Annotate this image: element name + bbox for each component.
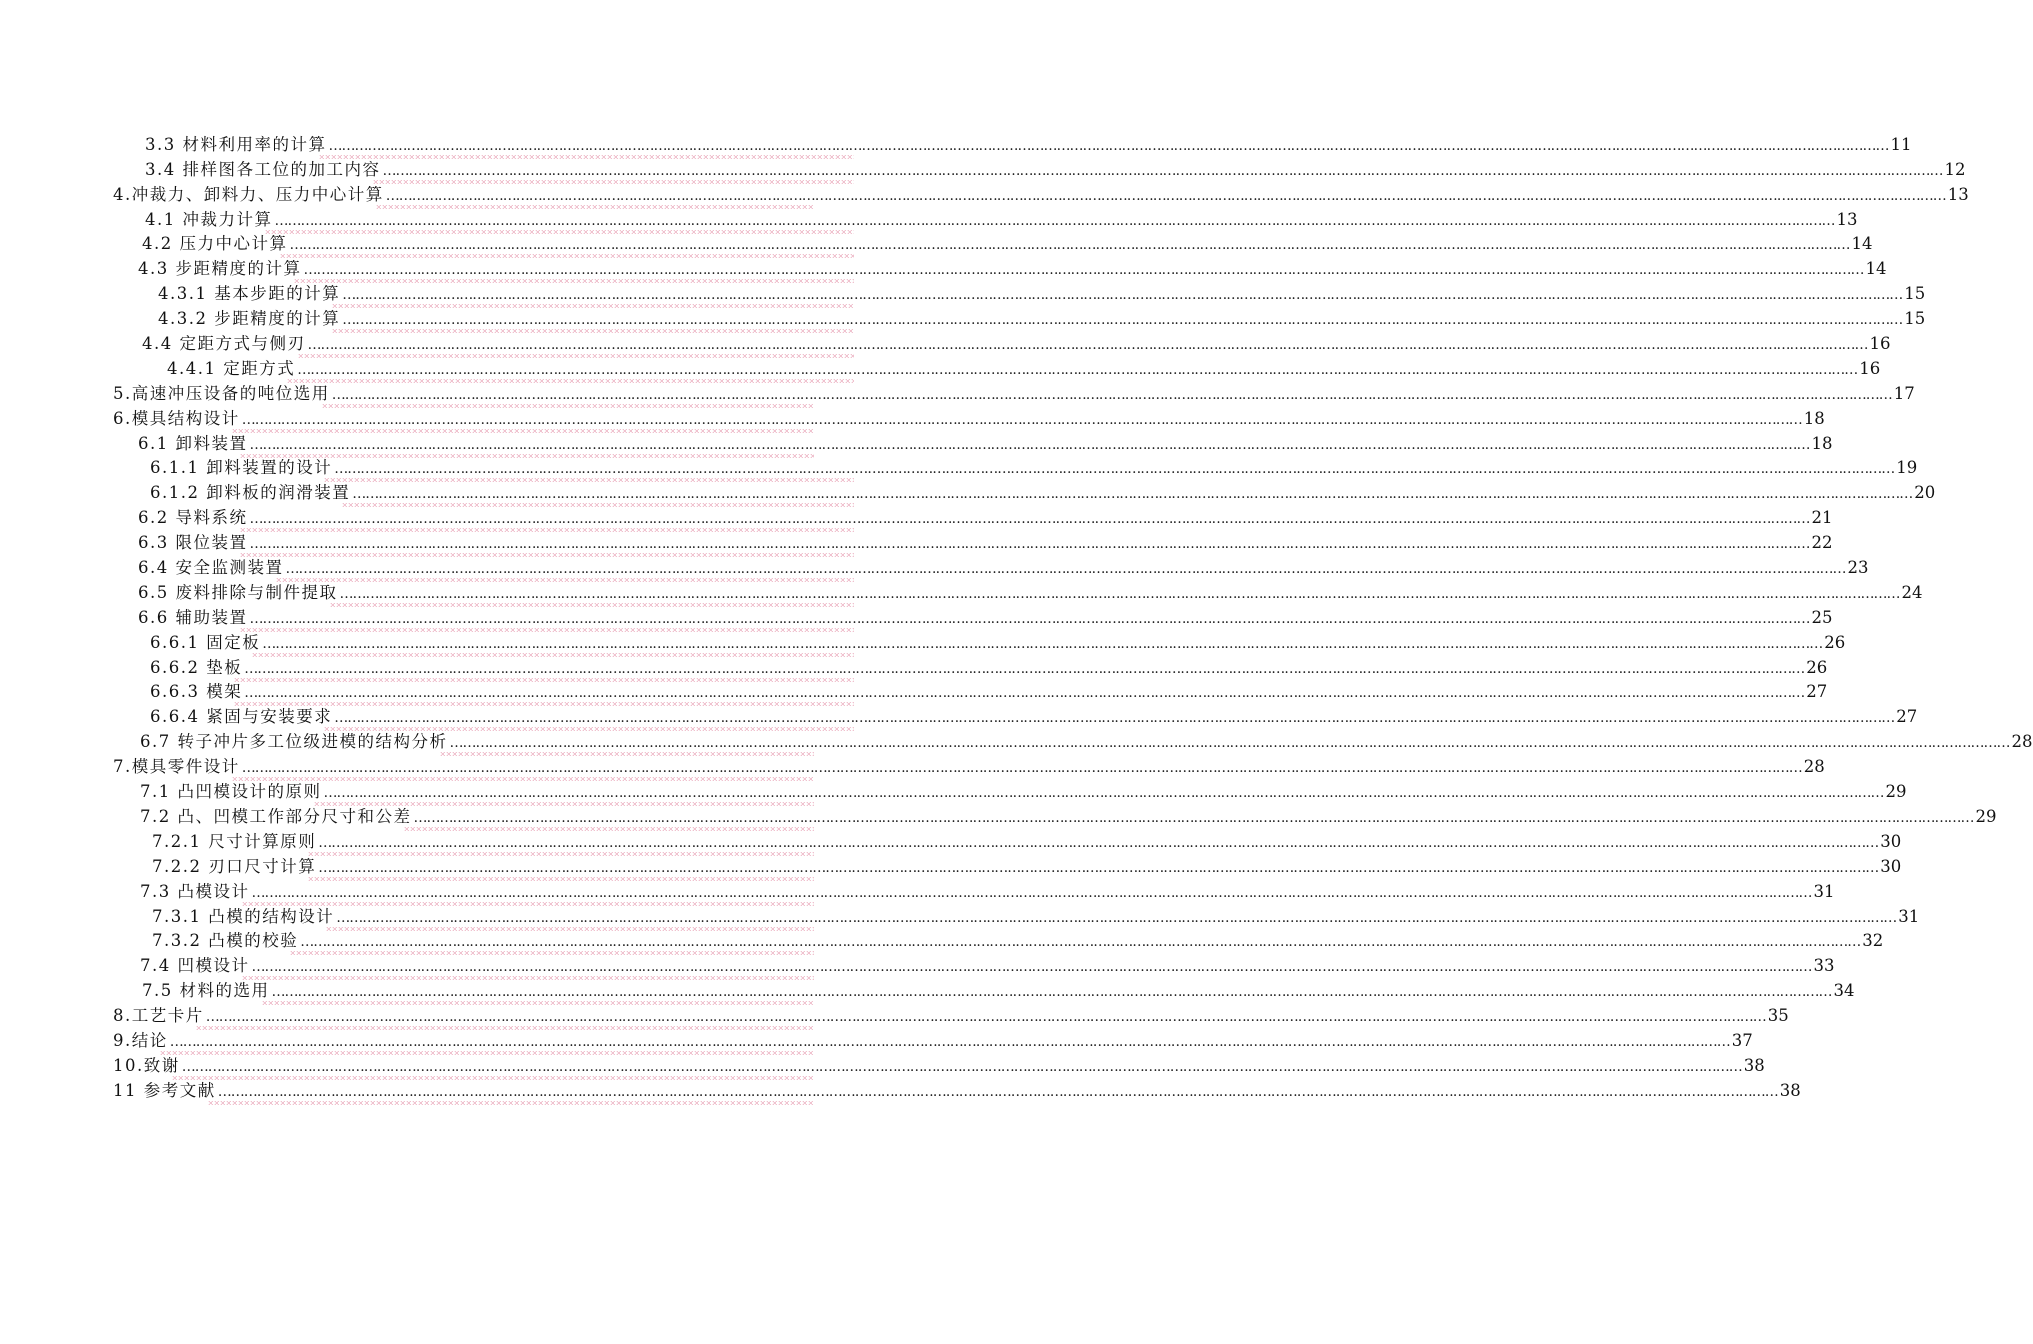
toc-entry-title: 6.4 安全监测装置 [138, 558, 284, 578]
toc-entry-title: 10.致谢 [113, 1055, 180, 1075]
toc-entry[interactable] [113, 379, 1915, 404]
toc-leader-dots: ……………………………………………………………………………………………………………………………………………………………………………………………………………………………………………………………………………………………………………………………… [271, 984, 1832, 1001]
toc-entry-page-number: 35 [1767, 1006, 1789, 1026]
toc-entry[interactable] [152, 827, 1902, 852]
toc-entry-title: 4.3.2 步距精度的计算 [158, 309, 341, 329]
toc-entry-title: 3.4 排样图各工位的加工内容 [145, 159, 381, 179]
toc-entry-page-number: 14 [1865, 259, 1887, 279]
toc-entry[interactable] [152, 927, 1884, 952]
toc-entry-page-number: 23 [1847, 558, 1869, 578]
toc-entry-page-number: 38 [1779, 1080, 1801, 1100]
toc-entry[interactable] [142, 976, 1855, 1001]
toc-entry[interactable] [113, 1051, 1765, 1076]
toc-entry-page-number: 17 [1893, 383, 1915, 403]
toc-entry-title: 6.1.1 卸料装置的设计 [150, 458, 333, 478]
toc-leader-dots: ……………………………………………………………………………………………………………………………………………………………………………………………………………………………………………………………………………………………………………………………… [318, 834, 1879, 851]
toc-leader-dots: ……………………………………………………………………………………………………………………………………………………………………………………………………………………………………………………………………………………………………………………………… [336, 909, 1897, 926]
toc-entry-page-number: 31 [1898, 906, 1920, 926]
toc-leader-dots: ……………………………………………………………………………………………………………………………………………………………………………………………………………………………………………………………………………………………………………………………… [331, 386, 1892, 403]
toc-entry-page-number: 15 [1904, 309, 1926, 329]
toc-entry-title: 4.2 压力中心计算 [142, 234, 288, 254]
toc-entry-title: 4.4 定距方式与侧刃 [142, 334, 306, 354]
toc-entry-title: 6.2 导料系统 [138, 508, 248, 528]
toc-entry-title: 3.3 材料利用率的计算 [145, 134, 327, 154]
toc-entry-page-number: 11 [1890, 134, 1912, 154]
toc-entry-page-number: 15 [1904, 284, 1926, 304]
toc-entry-page-number: 31 [1813, 881, 1835, 901]
toc-entry-page-number: 20 [1914, 483, 1936, 503]
toc-entry-title: 8.工艺卡片 [113, 1006, 204, 1026]
toc-entry-title: 4.3 步距精度的计算 [138, 259, 302, 279]
toc-entry[interactable] [138, 553, 1869, 578]
toc-entry-title: 4.4.1 定距方式 [167, 358, 296, 378]
toc-entry-title: 7.5 材料的选用 [142, 981, 270, 1001]
toc-entry-page-number: 29 [1975, 806, 1997, 826]
toc-entry-page-number: 28 [2011, 732, 2033, 752]
toc-entry-title: 5.高速冲压设备的吨位选用 [113, 383, 330, 403]
toc-entry-page-number: 26 [1824, 632, 1846, 652]
toc-entry[interactable] [138, 429, 1833, 454]
toc-leader-dots: ……………………………………………………………………………………………………………………………………………………………………………………………………………………………………………………………………………………………………………………………… [251, 884, 1812, 901]
toc-entry-page-number: 21 [1811, 508, 1833, 528]
toc-entry-page-number: 38 [1743, 1055, 1765, 1075]
toc-entry-title: 7.1 凸凹模设计的原则 [140, 782, 322, 802]
toc-entry[interactable] [138, 254, 1887, 279]
toc-leader-dots: ……………………………………………………………………………………………………………………………………………………………………………………………………………………………………………………………………………………………………………………………… [352, 486, 1913, 503]
toc-leader-dots: ……………………………………………………………………………………………………………………………………………………………………………………………………………………………………………………………………………………………………………………………… [249, 436, 1810, 453]
toc-leader-dots: ……………………………………………………………………………………………………………………………………………………………………………………………………………………………………………………………………………………………………………………………… [251, 959, 1812, 976]
toc-entry-title: 6.模具结构设计 [113, 408, 240, 428]
toc-leader-dots: ……………………………………………………………………………………………………………………………………………………………………………………………………………………………………………………………………………………………………………………………… [249, 610, 1810, 627]
toc-entry-page-number: 18 [1803, 408, 1825, 428]
toc-entry-page-number: 29 [1885, 782, 1907, 802]
toc-entry-page-number: 24 [1901, 582, 1923, 602]
toc-leader-dots: ……………………………………………………………………………………………………………………………………………………………………………………………………………………………………………………………………………………………………………………………… [205, 1009, 1766, 1026]
toc-entry-page-number: 14 [1851, 234, 1873, 254]
toc-entry-title: 7.2.1 尺寸计算原则 [152, 831, 317, 851]
toc-entry-title: 6.6 辅助装置 [138, 607, 248, 627]
toc-entry[interactable] [142, 329, 1891, 354]
toc-entry-page-number: 34 [1833, 981, 1855, 1001]
toc-entry-page-number: 19 [1896, 458, 1918, 478]
toc-leader-dots: ……………………………………………………………………………………………………………………………………………………………………………………………………………………………………………………………………………………………………………………………… [449, 735, 2010, 752]
toc-leader-dots: ……………………………………………………………………………………………………………………………………………………………………………………………………………………………………………………………………………………………………………………………… [249, 511, 1810, 528]
toc-leader-dots: ……………………………………………………………………………………………………………………………………………………………………………………………………………………………………………………………………………………………………………………………… [339, 585, 1900, 602]
toc-entry[interactable] [140, 727, 2033, 752]
table-of-contents [0, 130, 2033, 1101]
toc-entry-title: 4.冲裁力、卸料力、压力中心计算 [113, 184, 384, 204]
toc-entry[interactable] [138, 578, 1923, 603]
toc-entry-title: 11 参考文献 [113, 1080, 216, 1100]
toc-leader-dots: ……………………………………………………………………………………………………………………………………………………………………………………………………………………………………………………………………………………………………………………………… [169, 1033, 1730, 1050]
toc-entry[interactable] [113, 1076, 1801, 1101]
toc-entry[interactable] [158, 304, 1926, 329]
toc-leader-dots: ……………………………………………………………………………………………………………………………………………………………………………………………………………………………………………………………………………………………………………………………… [217, 1083, 1778, 1100]
toc-entry-title: 6.1.2 卸料板的润滑装置 [150, 483, 351, 503]
toc-entry-page-number: 13 [1947, 184, 1969, 204]
toc-entry[interactable] [167, 354, 1881, 379]
toc-entry[interactable] [113, 1026, 1753, 1051]
toc-entry[interactable] [150, 678, 1828, 703]
toc-entry[interactable] [158, 279, 1926, 304]
toc-leader-dots: ……………………………………………………………………………………………………………………………………………………………………………………………………………………………………………………………………………………………………………………………… [244, 660, 1805, 677]
toc-entry-title: 7.2 凸、凹模工作部分尺寸和公差 [140, 806, 412, 826]
toc-entry[interactable] [150, 653, 1828, 678]
toc-entry[interactable] [138, 503, 1833, 528]
toc-leader-dots: ……………………………………………………………………………………………………………………………………………………………………………………………………………………………………………………………………………………………………………………………… [334, 710, 1895, 727]
toc-entry-title: 7.3 凸模设计 [140, 881, 250, 901]
toc-leader-dots: ……………………………………………………………………………………………………………………………………………………………………………………………………………………………………………………………………………………………………………………………… [249, 536, 1810, 553]
toc-leader-dots: ……………………………………………………………………………………………………………………………………………………………………………………………………………………………………………………………………………………………………………………………… [244, 685, 1805, 702]
toc-entry[interactable] [140, 802, 1997, 827]
toc-leader-dots: ……………………………………………………………………………………………………………………………………………………………………………………………………………………………………………………………………………………………………………………………… [241, 760, 1802, 777]
spellcheck-underline [208, 1101, 814, 1105]
toc-leader-dots: ……………………………………………………………………………………………………………………………………………………………………………………………………………………………………………………………………………………………………………………………… [307, 337, 1868, 354]
toc-entry-title: 6.3 限位装置 [138, 533, 248, 553]
toc-leader-dots: ……………………………………………………………………………………………………………………………………………………………………………………………………………………………………………………………………………………………………………………………… [413, 809, 1974, 826]
toc-entry-title: 6.6.2 垫板 [150, 657, 243, 677]
toc-entry-title: 6.6.3 模架 [150, 682, 243, 702]
toc-leader-dots: ……………………………………………………………………………………………………………………………………………………………………………………………………………………………………………………………………………………………………………………………… [297, 361, 1858, 378]
toc-leader-dots: ……………………………………………………………………………………………………………………………………………………………………………………………………………………………………………………………………………………………………………………………… [262, 635, 1823, 652]
toc-leader-dots: ……………………………………………………………………………………………………………………………………………………………………………………………………………………………………………………………………………………………………………………………… [303, 262, 1864, 279]
toc-leader-dots: ……………………………………………………………………………………………………………………………………………………………………………………………………………………………………………………………………………………………………………………………… [300, 934, 1861, 951]
toc-entry-page-number: 32 [1862, 931, 1884, 951]
toc-entry-page-number: 18 [1811, 433, 1833, 453]
toc-entry-title: 7.3.2 凸模的校验 [152, 931, 299, 951]
toc-entry-title: 6.6.1 固定板 [150, 632, 261, 652]
toc-entry-title: 7.2.2 刃口尺寸计算 [152, 856, 317, 876]
toc-leader-dots: ……………………………………………………………………………………………………………………………………………………………………………………………………………………………………………………………………………………………………………………………… [382, 162, 1943, 179]
toc-leader-dots: ……………………………………………………………………………………………………………………………………………………………………………………………………………………………………………………………………………………………………………………………… [318, 859, 1879, 876]
toc-entry[interactable] [152, 902, 1920, 927]
toc-leader-dots: ……………………………………………………………………………………………………………………………………………………………………………………………………………………………………………………………………………………………………………………………… [289, 237, 1850, 254]
toc-entry[interactable] [142, 230, 1873, 255]
toc-entry-page-number: 16 [1859, 358, 1881, 378]
toc-entry-title: 6.1 卸料装置 [138, 433, 248, 453]
toc-entry-title: 6.7 转子冲片多工位级进模的结构分析 [140, 732, 448, 752]
toc-leader-dots: ……………………………………………………………………………………………………………………………………………………………………………………………………………………………………………………………………………………………………………………………… [285, 561, 1846, 578]
toc-entry-page-number: 27 [1896, 707, 1918, 727]
toc-entry[interactable] [138, 603, 1833, 628]
toc-entry-title: 4.1 冲裁力计算 [145, 209, 273, 229]
toc-entry-page-number: 30 [1880, 856, 1902, 876]
toc-entry-page-number: 16 [1869, 334, 1891, 354]
toc-entry-title: 7.3.1 凸模的结构设计 [152, 906, 335, 926]
toc-entry[interactable] [145, 155, 1966, 180]
toc-entry-page-number: 30 [1880, 831, 1902, 851]
toc-entry-title: 6.5 废料排除与制件提取 [138, 582, 338, 602]
toc-entry-title: 9.结论 [113, 1030, 168, 1050]
toc-entry[interactable] [113, 752, 1825, 777]
toc-leader-dots: ……………………………………………………………………………………………………………………………………………………………………………………………………………………………………………………………………………………………………………………………… [274, 212, 1835, 229]
toc-entry[interactable] [113, 180, 1969, 205]
toc-entry[interactable] [150, 478, 1936, 503]
toc-entry[interactable] [150, 454, 1918, 479]
toc-leader-dots: ……………………………………………………………………………………………………………………………………………………………………………………………………………………………………………………………………………………………………………………………… [385, 187, 1946, 204]
toc-entry-title: 7.4 凹模设计 [140, 956, 250, 976]
toc-entry-title: 6.6.4 紧固与安装要求 [150, 707, 333, 727]
toc-entry[interactable] [150, 628, 1846, 653]
toc-leader-dots: ……………………………………………………………………………………………………………………………………………………………………………………………………………………………………………………………………………………………………………………………… [342, 287, 1903, 304]
toc-entry-page-number: 25 [1811, 607, 1833, 627]
toc-entry-page-number: 13 [1836, 209, 1858, 229]
toc-entry-page-number: 12 [1944, 159, 1966, 179]
toc-entry[interactable] [150, 702, 1918, 727]
toc-leader-dots: ……………………………………………………………………………………………………………………………………………………………………………………………………………………………………………………………………………………………………………………………… [181, 1058, 1742, 1075]
toc-entry-page-number: 33 [1813, 956, 1835, 976]
toc-entry[interactable] [140, 777, 1907, 802]
toc-entry-page-number: 22 [1811, 533, 1833, 553]
toc-entry[interactable] [140, 877, 1835, 902]
toc-entry-page-number: 37 [1731, 1030, 1753, 1050]
toc-entry[interactable] [140, 951, 1835, 976]
toc-entry[interactable] [113, 404, 1825, 429]
toc-leader-dots: ……………………………………………………………………………………………………………………………………………………………………………………………………………………………………………………………………………………………………………………………… [323, 785, 1884, 802]
toc-entry-title: 7.模具零件设计 [113, 757, 240, 777]
toc-entry-page-number: 27 [1806, 682, 1828, 702]
toc-entry[interactable] [145, 205, 1858, 230]
toc-entry[interactable] [152, 852, 1902, 877]
toc-entry-page-number: 28 [1803, 757, 1825, 777]
toc-entry[interactable] [145, 130, 1912, 155]
toc-leader-dots: ……………………………………………………………………………………………………………………………………………………………………………………………………………………………………………………………………………………………………………………………… [241, 411, 1802, 428]
toc-entry-title: 4.3.1 基本步距的计算 [158, 284, 341, 304]
toc-entry[interactable] [113, 1001, 1789, 1026]
toc-leader-dots: ……………………………………………………………………………………………………………………………………………………………………………………………………………………………………………………………………………………………………………………………… [342, 312, 1903, 329]
toc-entry[interactable] [138, 528, 1833, 553]
toc-leader-dots: ……………………………………………………………………………………………………………………………………………………………………………………………………………………………………………………………………………………………………………………………… [328, 137, 1889, 154]
toc-entry-page-number: 26 [1806, 657, 1828, 677]
toc-leader-dots: ……………………………………………………………………………………………………………………………………………………………………………………………………………………………………………………………………………………………………………………………… [334, 461, 1895, 478]
